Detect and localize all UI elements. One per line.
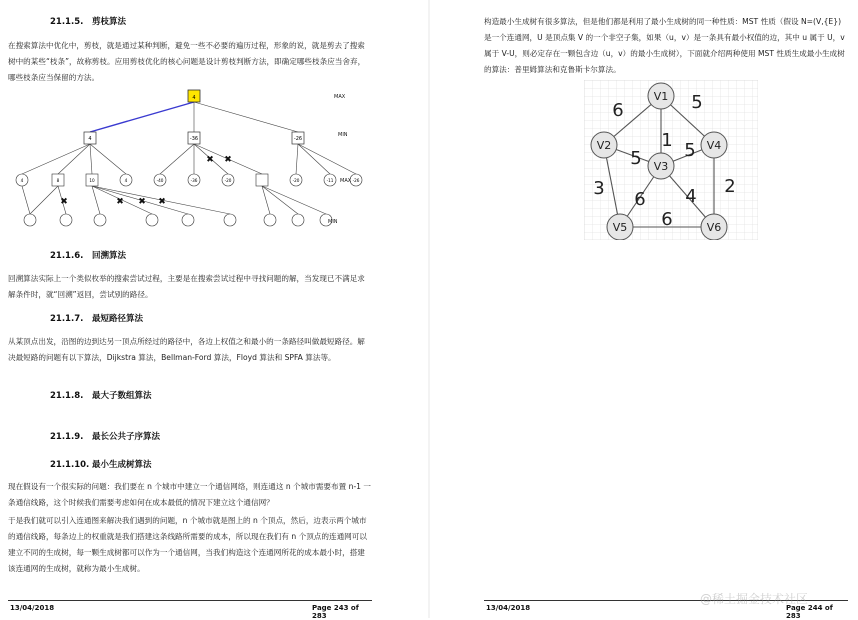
section-heading-pruning bbox=[50, 15, 126, 27]
level2-node-value: 8 bbox=[56, 178, 60, 183]
edge-weight: 5 bbox=[684, 140, 696, 161]
pruning-tree-figure bbox=[8, 86, 370, 234]
section-number: 21.1.9. bbox=[50, 432, 84, 442]
paragraph-backtracking: 回溯算法实际上一个类似枚举的搜索尝试过程，主要是在搜索尝试过程中寻找问题的解，当发现已不满足求解条件时，就“回溯”返回，尝试别的路径。 bbox=[8, 274, 365, 299]
footer-page-number: Page 243 of 283 bbox=[312, 604, 359, 620]
level2-node-value: 4 bbox=[124, 178, 128, 183]
edge-weight: 6 bbox=[634, 189, 646, 210]
section-title: 最长公共子序算法 bbox=[92, 432, 161, 442]
section-heading-mst bbox=[50, 458, 152, 470]
vertex-label: V5 bbox=[612, 221, 628, 234]
section-title: 最大子数组算法 bbox=[92, 391, 152, 401]
level-label: MAX bbox=[334, 94, 346, 100]
prune-mark-icon: ✖ bbox=[224, 155, 232, 165]
level-label: MIN bbox=[328, 219, 338, 225]
level1-node-value: -26 bbox=[293, 136, 303, 142]
edge-weight: 2 bbox=[724, 176, 736, 197]
footer-date: 13/04/2018 bbox=[10, 604, 55, 612]
vertex-label: V3 bbox=[653, 160, 669, 173]
section-heading-max-subarray bbox=[50, 389, 152, 401]
paragraph-mst-intro: 现在假设有一个很实际的问题：我们要在 n 个城市中建立一个通信网络，则连通这 n 个城市需要布置 n-1 一条通信线路，这个时候我们需要考虑如何在成本最低的情况下建立这个通信网？ bbox=[8, 482, 372, 507]
section-number: 21.1.10. bbox=[50, 460, 90, 470]
section-heading-lcs bbox=[50, 430, 160, 442]
right-page bbox=[430, 0, 858, 618]
paragraph-pruning: 在搜索算法中优化中，剪枝，就是通过某种判断，避免一些不必要的遍历过程，形象的说，就是剪去了搜索树中的某些“枝条”，故称剪枝。应用剪枝优化的核心问题是设计剪枝判断方法，即确定哪些枝条应当舍弃，哪些枝条应当保留的方法。 bbox=[8, 41, 366, 82]
level2-node-value: -36 bbox=[190, 178, 198, 183]
edge-weight: 1 bbox=[661, 130, 673, 151]
prune-mark-icon: ✖ bbox=[206, 155, 214, 165]
footer-page-number: Page 244 of 283 bbox=[786, 604, 833, 620]
edge-weight: 5 bbox=[691, 92, 703, 113]
left-page bbox=[0, 0, 428, 618]
level1-node-value: 4 bbox=[88, 136, 92, 142]
level2-node-value: -40 bbox=[156, 178, 164, 183]
level2-node-value: 4 bbox=[20, 178, 24, 183]
level2-node-value: -20 bbox=[292, 178, 300, 183]
prune-mark-icon: ✖ bbox=[158, 197, 166, 207]
paragraph-mst-detail: 于是我们就可以引入连通图来解决我们遇到的问题，n 个城市就是图上的 n 个顶点，然后，边表示两个城市的通信线路，每条边上的权重就是我们搭建这条线路所需要的成本，所以现在我们有 n 个顶点的连通网可以建立不同的生成树，每一颗生成树都可以作为一个通信网，当我们构造这个连通网所花的成本最小时，搭建该连通网的生成树，就称为最小生成树。 bbox=[8, 516, 367, 573]
section-heading-backtracking bbox=[50, 249, 126, 261]
level-label: MAX bbox=[340, 178, 352, 184]
section-number: 21.1.5. bbox=[50, 17, 84, 27]
section-number: 21.1.6. bbox=[50, 251, 84, 261]
edge-weight: 4 bbox=[685, 186, 697, 207]
edge-weight: 6 bbox=[612, 100, 624, 121]
section-title: 剪枝算法 bbox=[92, 17, 127, 27]
paragraph-mst-property: 构造最小生成树有很多算法，但是他们都是利用了最小生成树的同一种性质：MST 性质（假设 N=(V,{E})是一个连通网，U 是顶点集 V 的一个非空子集，如果（u，v）是一条具有最小权值的边，其中 u 属于 U，v 属于 V-U，则必定存在一颗包含边（u，v）的最小生成树），下面就介绍两种使用 MST 性质生成最小生成树的算法：普里姆算法和克鲁斯卡尔算法。 bbox=[484, 17, 845, 74]
vertex-label: V4 bbox=[706, 139, 722, 152]
prune-mark-icon: ✖ bbox=[138, 197, 146, 207]
prune-mark-icon: ✖ bbox=[60, 197, 68, 207]
level2-node-value: 10 bbox=[89, 178, 95, 183]
section-number: 21.1.7. bbox=[50, 314, 84, 324]
level1-node-value: -36 bbox=[189, 136, 199, 142]
section-title: 最小生成树算法 bbox=[92, 460, 152, 470]
edge-weight: 5 bbox=[630, 148, 642, 169]
vertex-label: V1 bbox=[653, 90, 669, 103]
level2-node-value: -20 bbox=[224, 178, 232, 183]
section-number: 21.1.8. bbox=[50, 391, 84, 401]
mst-graph-figure bbox=[584, 80, 758, 240]
section-heading-shortest-path bbox=[50, 312, 143, 324]
watermark: @稀土掘金技术社区 bbox=[700, 592, 809, 606]
level2-node-value: -11 bbox=[326, 178, 334, 183]
page-footer bbox=[8, 600, 372, 620]
level-label: MIN bbox=[338, 132, 348, 138]
root-node-value: 4 bbox=[192, 95, 196, 101]
edge-weight: 3 bbox=[593, 178, 605, 199]
vertex-label: V6 bbox=[706, 221, 722, 234]
section-title: 回溯算法 bbox=[92, 251, 127, 261]
vertex-label: V2 bbox=[596, 139, 612, 152]
prune-mark-icon: ✖ bbox=[116, 197, 124, 207]
section-title: 最短路径算法 bbox=[92, 314, 144, 324]
level2-node-value: -26 bbox=[352, 178, 360, 183]
paragraph-shortest-path: 从某顶点出发，沿图的边到达另一顶点所经过的路径中，各边上权值之和最小的一条路径叫做最短路径。解决最短路的问题有以下算法，Dijkstra 算法，Bellman-Ford 算法，Floyd 算法和 SPFA 算法等。 bbox=[8, 337, 365, 362]
edge-weight: 6 bbox=[661, 209, 673, 230]
footer-date: 13/04/2018 bbox=[486, 604, 531, 612]
